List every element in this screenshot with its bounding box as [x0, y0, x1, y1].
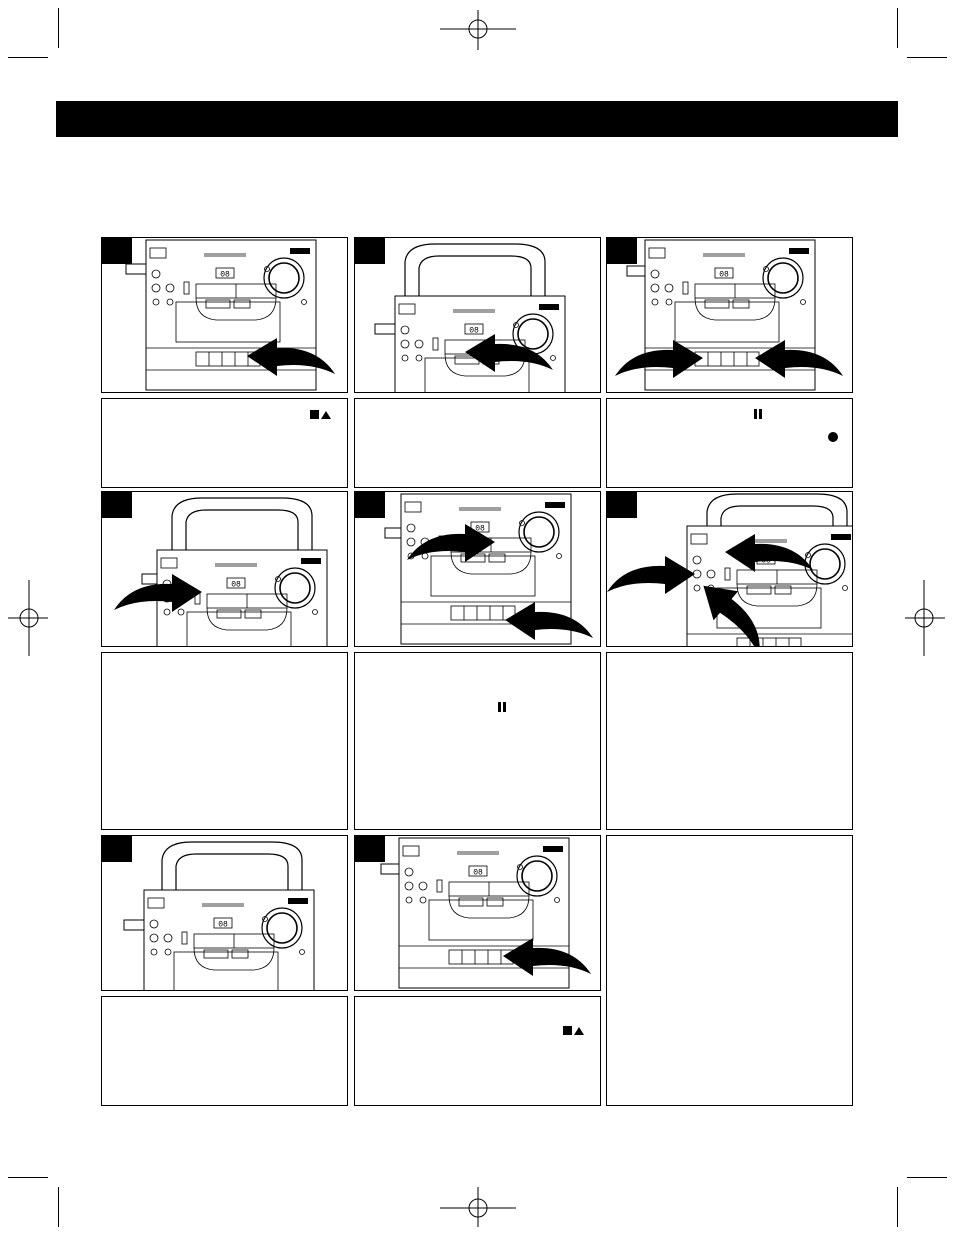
crop-mark	[8, 1177, 48, 1178]
crop-mark	[907, 1177, 947, 1178]
cassette-deck-drawing	[102, 836, 348, 991]
crop-mark	[897, 1187, 898, 1227]
step-3-illustration	[606, 237, 853, 393]
record-icon	[828, 429, 838, 442]
step-5-text	[354, 652, 601, 830]
step-5-illustration	[354, 491, 601, 647]
registration-mark-icon	[8, 580, 48, 656]
registration-mark-icon	[440, 10, 516, 50]
cassette-deck-drawing	[355, 492, 601, 647]
step-4-illustration	[101, 491, 348, 647]
cassette-deck-drawing	[607, 492, 853, 647]
cassette-deck-drawing	[102, 238, 348, 393]
crop-mark	[58, 1187, 59, 1227]
step-number-badge	[355, 492, 385, 518]
step-8-illustration	[354, 835, 601, 991]
step-8-text	[354, 996, 601, 1106]
cassette-deck-drawing	[355, 836, 601, 991]
step-number-badge	[102, 836, 132, 862]
step-7-text	[101, 996, 348, 1106]
pause-icon	[754, 406, 762, 419]
page-header-bar	[56, 101, 898, 137]
pause-icon	[498, 699, 506, 712]
step-2-text	[354, 398, 601, 488]
crop-mark	[58, 8, 59, 48]
step-number-badge	[102, 492, 132, 518]
crop-mark	[907, 57, 947, 58]
step-1-text	[101, 398, 348, 488]
step-2-illustration	[354, 237, 601, 393]
step-6-illustration	[606, 491, 853, 647]
crop-mark	[8, 57, 48, 58]
step-1-illustration	[101, 237, 348, 393]
registration-mark-icon	[440, 1187, 516, 1227]
step-3-text	[606, 398, 853, 488]
registration-mark-icon	[905, 580, 945, 656]
stop-eject-icon	[310, 407, 331, 420]
notes-box	[606, 835, 853, 1106]
step-number-badge	[607, 238, 637, 264]
step-number-badge	[102, 238, 132, 264]
cassette-deck-drawing	[102, 492, 348, 647]
step-number-badge	[607, 492, 637, 518]
step-number-badge	[355, 238, 385, 264]
step-4-text	[101, 652, 348, 830]
step-6-text	[606, 652, 853, 830]
cassette-deck-drawing	[607, 238, 853, 393]
step-number-badge	[355, 836, 385, 862]
step-7-illustration	[101, 835, 348, 991]
cassette-deck-drawing	[355, 238, 601, 393]
crop-mark	[897, 8, 898, 48]
stop-eject-icon	[563, 1023, 584, 1036]
